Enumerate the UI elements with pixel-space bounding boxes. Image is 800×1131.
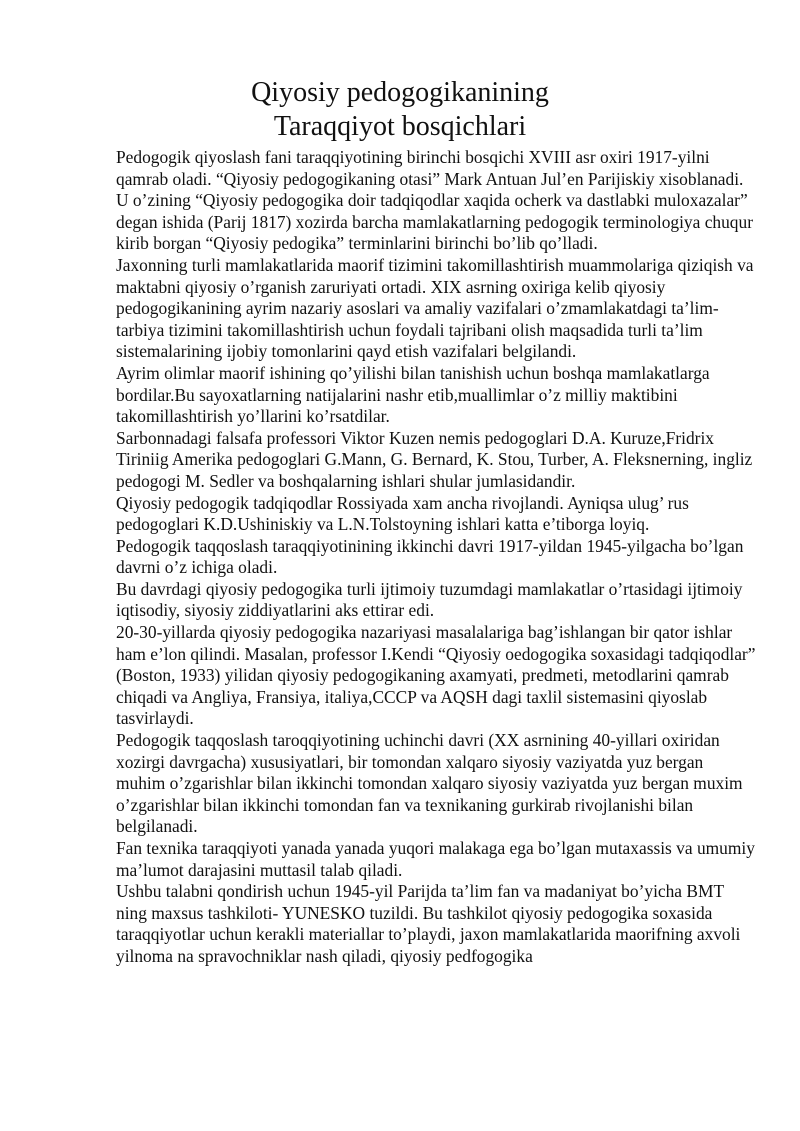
paragraph-9: 20-30-yillarda qiyosiy pedogogika nazariyasi masalalariga bag’ishlangan bir qator ishlar ham e’lon qilindi. Masalan, professor I.Kendi “Qiyosiy oedogogika soxasidagi tadqiqodlar” (Boston, 1933) yilidan qiyosiy pedogogikaning axamyati, predmeti, metodlarini qamrab chiqadi va Angliya, Fransiya, italiya,CCCP va AQSH dagi taxlil sistemasini qiyoslab tasvirlaydi. — [116, 622, 756, 729]
paragraph-7: Pedogogik taqqoslash taraqqiyotinining ikkinchi davri 1917-yildan 1945-yilgacha bo’lgan davrni o’z ichiga oladi. — [116, 535, 744, 578]
paragraph-2: U o’zining “Qiyosiy pedogogika doir tadqiqodlar xaqida ocherk va dastlabki muloxazalar” degan ishida (Parij 1817) xozirda barcha mamlakatlarning pedogogik terminologiya chuqur kirib borgan “Qiyosiy pedogika” terminlarini birinchi bo’lib qo’lladi. — [116, 190, 753, 254]
paragraph-4: Ayrim olimlar maorif ishining qo’yilishi bilan tanishish uchun boshqa mamlakatlarga bordilar.Bu sayoxatlarning natijalarini nashr etib,muallimlar o’z milliy maktibini takomillashtirish yo’llarini ko’rsatdilar. — [116, 362, 710, 427]
paragraph-6: Qiyosiy pedogogik tadqiqodlar Rossiyada xam ancha rivojlandi. Ayniqsa ulug’ rus pedogoglari K.D.Ushiniskiy va L.N.Tolstoyning ishlari katta e’tiborga loyiq. — [116, 492, 689, 535]
title-line-2: Taraqqiyot bosqichlari — [273, 111, 527, 142]
paragraph-12: Ushbu talabni qondirish uchun 1945-yil Parijda ta’lim fan va madaniyat bo’yicha BMT ning maxsus tashkiloti- YUNESKO tuzildi. Bu tashkilot qiyosiy pedogogika soxasida taraqqiyotlar uchun kerakli materiallar to’playdi, jaxon mamlakatlarida maorifning axvoli yilnoma na spravochniklar nash qiladi, qiyosiy pedfogogika — [116, 881, 741, 966]
paragraph-1: Pedogogik qiyoslash fani taraqqiyotining birinchi bosqichi XVIII asr oxiri 1917-yilni qamrab oladi. “Qiyosiy pedogogikaning otasi” Mark Antuan Jul’en Parijiskiy xisoblanadi. — [116, 147, 744, 189]
title-line-1: Qiyosiy pedogogikanining — [251, 77, 549, 108]
document-body — [116, 147, 756, 968]
paragraph-5: Sarbonnadagi falsafa professori Viktor Kuzen nemis pedogoglari D.A. Kuruze,Fridrix Tiriniig Amerika pedogoglari G.Mann, G. Bernard, K. Stou, Turber, A. Fleksnerning, ingliz pedogogi M. Sedler va boshqalarning ishlari shular jumlasidandir. — [116, 427, 753, 491]
paragraph-8: Bu davrdagi qiyosiy pedogogika turli ijtimoiy tuzumdagi mamlakatlar o’rtasidagi ijtimoiy iqtisodiy, siyosiy ziddiyatlarini aks ettirar edi. — [116, 578, 743, 621]
paragraph-3: Jaxonning turli mamlakatlarida maorif tizimini takomillashtirish muammolariga qiziqish va maktabni qiyosiy o’rganish zaruriyati ortadi. XIX asrning oxiriga kelib qiyosiy pedogogikanining ayrim nazariy asoslari va amaliy vazifalari o’zmamlakatdagi ta’lim-tarbiya tizimini takomillashtirish uchun foydali tajribani olish maqsadida turli ta’lim sistemalarining ijobiy tomonlarini qayd etish vazifalari belgilandi. — [116, 254, 754, 362]
paragraph-11: Fan texnika taraqqiyoti yanada yanada yuqori malakaga ega bo’lgan mutaxassis va umumiy ma’lumot darajasini muttasil talab qiladi. — [116, 838, 755, 880]
document-title — [0, 76, 800, 144]
paragraph-10: Pedogogik taqqoslash taroqqiyotining uchinchi davri (XX asrnining 40-yillari oxiridan xozirgi davrgacha) xususiyatlari, bir tomondan xalqaro siyosiy vaziyatda yuz bergan muhim o’zgarishlar bilan ikkinchi tomondan xalqaro siyosiy vaziyatda yuz bergan muxim o’zgarishlar bilan ikkinchi tomondan fan va texnikaning gurkirab rivojlanishi bilan belgilanadi. — [116, 730, 743, 837]
